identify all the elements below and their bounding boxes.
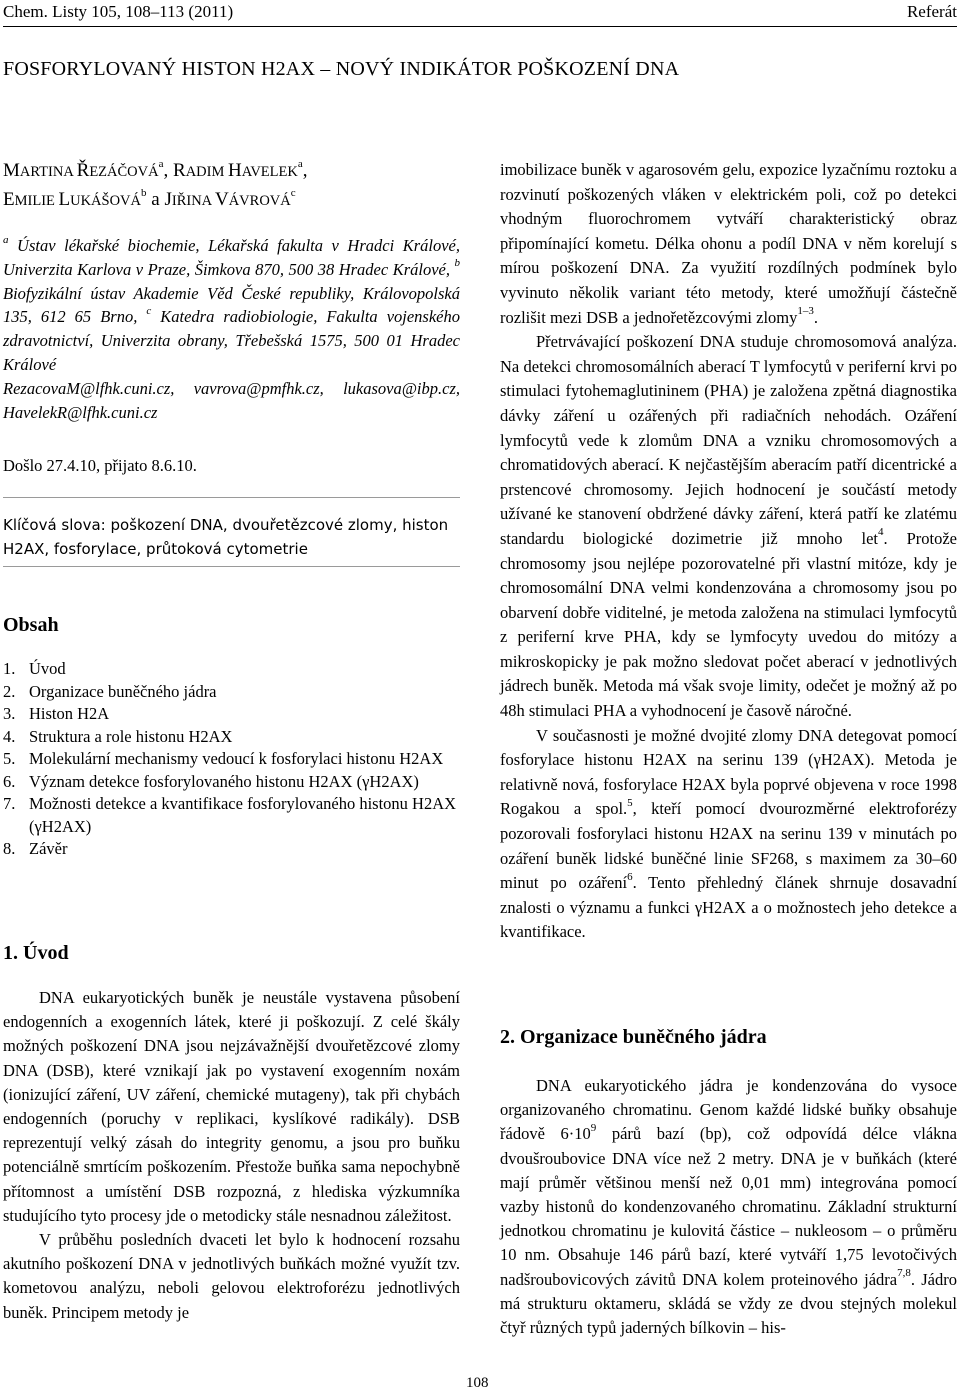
paragraph: V současnosti je možné dvojité zlomy DNA detegovat pomocí fosforylace histonu H2AX na serinu 139 (γH2AX). Metoda je relativně nová, fosforylace H2AX byla poprvé objevena v roce 1998 Rogakou a spol.$^5$, kteří pomocí dvourozměrné elektroforézy pozorovali fosforylaci histonu H2AX na serinu 139 v minutách po ozáření buněk lidské buněčné linie SF268, s maximem za 30–60 minut po ozáření$^6$. Tento přehledný článek shrnuje dosavadní znalosti o významu a funkci γH2AX a o možnostech jeho detekce a kvantifikace. [500, 725, 957, 942]
keywords: Klíčová slova: poškození DNA, dvouřetězcové zlomy, histon H2AX, fosforylace, průtoková cytometrie [3, 516, 449, 558]
article-title: FOSFORYLOVANÝ HISTON H2AX – NOVÝ INDIKÁTOR POŠKOZENÍ DNA [3, 58, 680, 80]
header-rule [3, 26, 957, 27]
toc-title: Obsah [3, 614, 59, 636]
article-type: Referát [906, 2, 957, 21]
section-1-body [3, 986, 460, 1325]
section-2-body [500, 1074, 957, 1340]
keywords-rule-top [3, 497, 460, 498]
received-dates: Došlo 27.4.10, přijato 8.6.10. [3, 456, 197, 475]
author-1: MARTINA ŘEZÁČOVÁ$^a$ [3, 157, 164, 181]
page-number: 108 [466, 1375, 489, 1391]
authors-line-2: EMILIE LUKÁŠOVÁ$^b$ a JIŘINA VÁVROVÁ$^c$ [3, 186, 296, 210]
table-of-contents [3, 658, 460, 861]
right-column-body [500, 158, 957, 945]
author-3: EMILIE LUKÁŠOVÁ$^b$ [3, 186, 147, 210]
toc-item: 7. Možnosti detekce a kvantifikace fosforylovaného histonu H2AX (γH2AX) [3, 794, 457, 836]
toc-item: 3. Histon H2A [3, 704, 110, 723]
authors-line-1: MARTINA ŘEZÁČOVÁ$^a$, RADIM HAVELEK$^a$, [3, 157, 308, 181]
paragraph: V průběhu posledních dvaceti let bylo k hodnocení rozsahu akutního poškození DNA v jednotlivých buňkách možné využít tzv. kometovou analýzu, neboli gelovou elektroforézu jednotlivých buněk. Principem metody je [3, 1230, 460, 1322]
paragraph: imobilizace buněk v agarosovém gelu, expozice lyzačnímu roztoku a rozvinutí poškozených vláken v elektrickém poli, což po detekci vhodným fluorochromem vytváří charakteristický obraz připomínající kometu. Délka ohonu a podíl DNA v něm korelují s mírou poškození DNA. Za využití rozdílných podmínek bylo vyvinuto několik variant této metody, které umožňují částečně rozlišit mezi DSB a jednořetězcovými zlomy$^{1-3}$. [500, 160, 957, 327]
running-header [3, 2, 957, 28]
toc-item: 1. Úvod [3, 659, 66, 678]
affiliations: $^a$ Ústav lékařské biochemie, Lékařská fakulta v Hradci Králové, Univerzita Karlova v Praze, Šimkova 870, 500 38 Hradec Králové, $^b$ Biofyzikální ústav Akademie Věd České republiky, Královopolská 135, 612 65 Brno, $^c$ Katedra radiobiologie, Fakulta vojenského zdravotnictví, Univerzita obrany, Třebešská 1575, 500 01 Hradec Králové RezacovaM@lfhk.cuni.cz, vavrova@pmfhk.cz, lukasova@ibp.cz, HavelekR@lfhk.cuni.cz [3, 234, 460, 424]
author-4: JIŘINA VÁVROVÁ$^c$ [164, 186, 296, 210]
paragraph: DNA eukaryotického jádra je kondenzována do vysoce organizovaného chromatinu. Genom každé lidské buňky obsahuje řádově $6\cdot 10^9$ párů bazí (bp), což odpovídá délce vlákna dvoušroubovice DNA více než 2 metry. DNA je v buňkách (které mají průměr většinou menší než 0,01 mm) integrována pomocí vazby histonů do kondenzovaného chromatinu. Základní strukturní jednotkou chromatinu je kulovitá částice – nukleosom – o průměru 10 nm. Obsahuje 146 párů bazí, které vytváří 1,75 levotočivých nadšroubovicových závitů DNA kolem proteinového jádra$^{7,8}$. Jádro má strukturu oktameru, skládá se vždy ze dvou stejných molekul čtyř různých typů jaderných bílkovin – his- [500, 1076, 957, 1338]
toc-item: 6. Význam detekce fosforylovaného histonu H2AX (γH2AX) [3, 771, 419, 791]
toc-item: 2. Organizace buněčného jádra [3, 681, 217, 701]
paragraph: DNA eukaryotických buněk je neustále vystavena působení endogenních a exogenních látek, které ji poškozují. Z celé škály možných poškození DNA jsou nejzávažnější dvouřetězcové zlomy DNA (DSB), které vznikají jak po vystavení exogenním noxám (ionizující záření, UV záření, chemické mutageny), tak při chybách endogenních (poruchy v replikaci, kyslíkové radikály). DSB reprezentují velký zásah do integrity genomu, a jsou pro buňku potenciálně smrtícím poškozením. Přestože buňka sama nepochybně přítomnost a umístění DSB rozpozná, z hlediska výzkumníka studujícího tyto procesy jde o metodicky stále nesnadnou záležitost. [3, 988, 460, 1225]
toc-item: 8. Závěr [3, 839, 68, 858]
paragraph: Přetrvávající poškození DNA studuje chromosomová analýza. Na detekci chromosomálních aberací T lymfocytů v periferní krvi po stimulaci fytohemaglutininem (PHA) je založena zpětná diagnostika dávky záření u ozářených při radiačních nehodách. Ozáření lymfocytů vede k zlomům DNA a vzniku chromosomových a chromatidových aberací. K nejčastějším aberacím patří dicentrické a prstencové chromosomy. Jejich hodnocení je součástí metody užívané ke stanovení obdržené dávky záření, která patří ke zlatému standardu biologické dozimetrie již mnoho let$^4$. Protože chromosomy jsou nejlépe pozorovatelné při vlastní mitóze, kdy je chromosomální DNA velmi kondenzována a chromosomy jsou po obarvení dobře viditelné, je metoda založena na stimulaci lymfocytů z periferní krve PHA, kdy se lymfocyty uvedou do mitózy a mikroskopicky je pak možno sledovat počet aberací v jednotlivých jádrech buněk. Metoda má však svoje limity, odečet je možný až po 48h stimulaci PHA a vyhodnocení je časově náročné. [500, 332, 957, 721]
toc-item: 5. Molekulární mechanismy vedoucí k fosforylaci histonu H2AX [3, 749, 444, 768]
author-emails: RezacovaM@lfhk.cuni.cz, vavrova@pmfhk.cz, lukasova@ibp.cz, HavelekR@lfhk.cuni.cz [3, 378, 460, 422]
toc-item: 4. Struktura a role histonu H2AX [3, 726, 233, 746]
section-2-heading: 2. Organizace buněčného jádra [500, 1026, 767, 1048]
journal-citation: Chem. Listy 105, 108–113 (2011) [3, 2, 234, 21]
authors [3, 157, 460, 215]
section-1-heading: 1. Úvod [3, 942, 69, 964]
author-2: RADIM HAVELEK$^a$ [173, 157, 303, 181]
keywords-rule-bottom [3, 566, 460, 567]
